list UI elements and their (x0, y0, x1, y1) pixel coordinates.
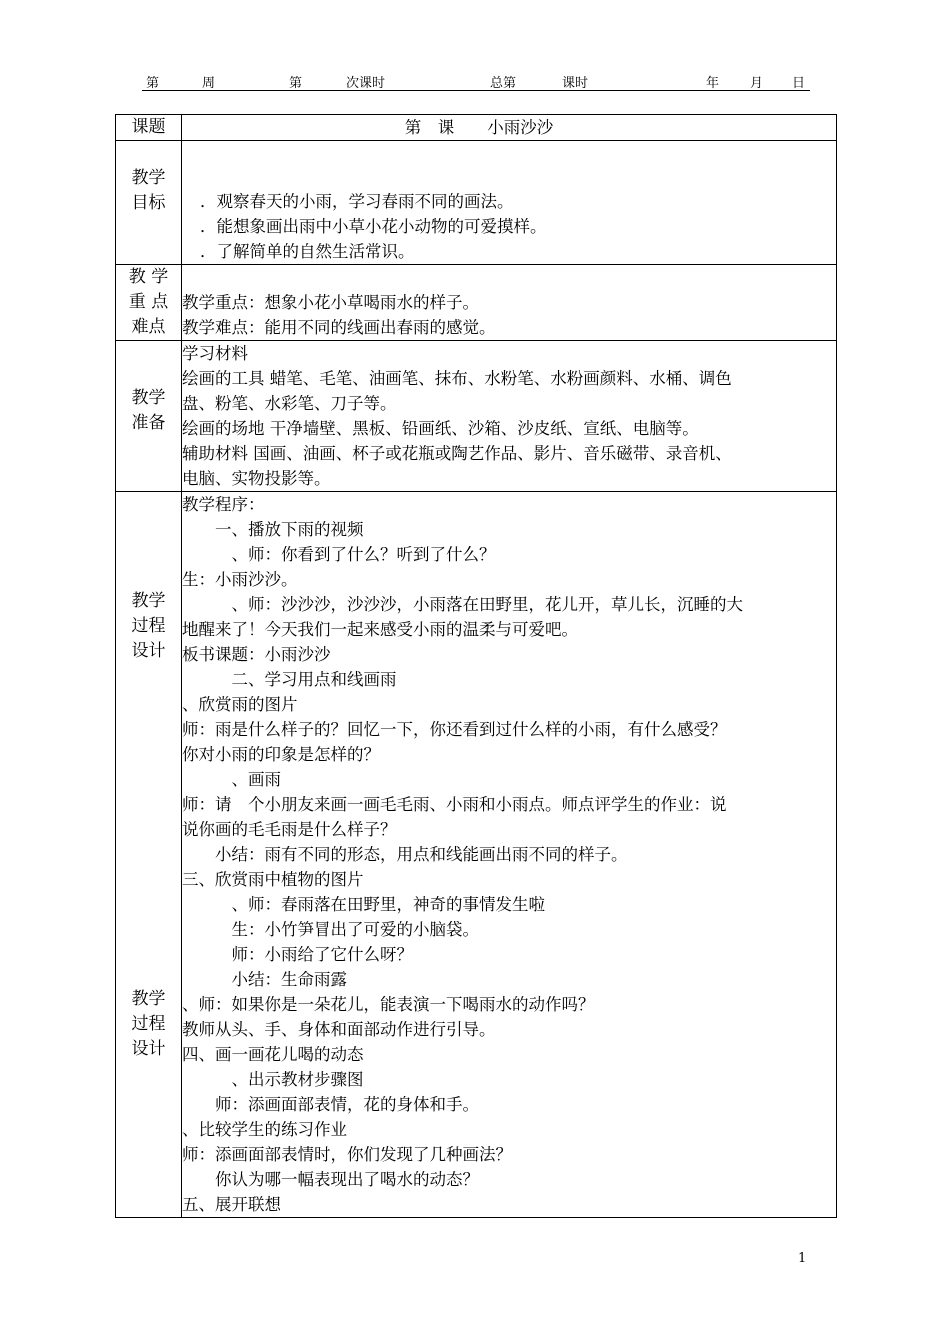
header-year: 年 (706, 76, 720, 91)
process-label-repeat-line-3: 设计 (131, 1039, 166, 1059)
process-line-2: 一、播放下雨的视频 (182, 520, 364, 539)
process-line-13: 师：请 个小朋友来画一画毛毛雨、小雨和小雨点。师点评学生的作业：说 (182, 795, 727, 814)
header-lesson-prefix: 第 (289, 76, 303, 91)
page-number: 1 (798, 1251, 807, 1266)
process-line-7: 板书课题：小雨沙沙 (182, 645, 331, 664)
process-label-cell (116, 492, 182, 1218)
process-line-12: 、画雨 (182, 770, 281, 789)
prep-line-4: 绘画的场地 干净墙壁、黑板、铅画纸、沙箱、沙皮纸、宣纸、电脑等。 (182, 419, 699, 438)
keypoints-label-line-1: 教 学 (128, 267, 169, 287)
row-topic (116, 115, 837, 141)
topic-value-cell (182, 115, 837, 141)
process-content-cell (182, 492, 837, 1218)
keypoints-label-line-3: 难点 (131, 317, 166, 337)
topic-label-cell (116, 115, 182, 141)
goals-label-line-2: 目标 (131, 193, 166, 213)
process-line-8: 二、学习用点和线画雨 (182, 670, 397, 689)
keypoint-focus: 教学重点：想象小花小草喝雨水的样子。 (182, 293, 479, 312)
prep-line-1: 学习材料 (182, 344, 248, 363)
process-line-4: 生：小雨沙沙。 (182, 570, 298, 589)
process-line-21: 、师：如果你是一朵花儿，能表演一下喝雨水的动作吗？ (182, 995, 595, 1014)
process-line-28: 你认为哪一幅表现出了喝水的动态？ (182, 1170, 479, 1189)
prep-line-2: 绘画的工具 蜡笔、毛笔、油画笔、抹布、水粉笔、水粉画颜料、水桶、调色 (182, 369, 732, 388)
prep-line-3: 盘、粉笔、水彩笔、刀子等。 (182, 394, 397, 413)
prep-label-line-2: 准备 (131, 413, 166, 433)
process-line-14: 说你画的毛毛雨是什么样子？ (182, 820, 397, 839)
process-line-22: 教师从头、手、身体和面部动作进行引导。 (182, 1020, 496, 1039)
process-line-1: 教学程序： (182, 495, 265, 514)
header-lesson-suffix: 次课时 (346, 76, 386, 91)
prep-label-cell (116, 341, 182, 492)
process-line-5: 、师：沙沙沙，沙沙沙，小雨落在田野里，花儿开，草儿长，沉睡的大 (182, 595, 743, 614)
process-line-25: 师：添画面部表情，花的身体和手。 (182, 1095, 479, 1114)
process-line-11: 你对小雨的印象是怎样的？ (182, 745, 380, 764)
keypoints-label-cell (116, 265, 182, 341)
process-line-6: 地醒来了！今天我们一起来感受小雨的温柔与可爱吧。 (182, 620, 578, 639)
process-line-26: 、比较学生的练习作业 (182, 1120, 347, 1139)
goals-label-cell (116, 141, 182, 265)
process-line-3: 、师：你看到了什么？听到了什么？ (182, 545, 496, 564)
process-line-9: 、欣赏雨的图片 (182, 695, 298, 714)
process-line-16: 三、欣赏雨中植物的图片 (182, 870, 364, 889)
process-line-29: 五、展开联想 (182, 1195, 281, 1214)
process-line-27: 师：添画面部表情时，你们发现了几种画法？ (182, 1145, 512, 1164)
process-label-repeat-line-2: 过程 (131, 1014, 166, 1034)
page-header (142, 70, 810, 91)
process-label-line-1: 教学 (131, 591, 166, 611)
process-line-24: 、出示教材步骤图 (182, 1070, 364, 1089)
prep-label-line-1: 教学 (131, 388, 166, 408)
process-line-15: 小结：雨有不同的形态，用点和线能画出雨不同的样子。 (182, 845, 628, 864)
header-total-prefix: 总第 (490, 76, 517, 91)
header-total-suffix: 课时 (562, 76, 589, 91)
header-month: 月 (750, 76, 764, 91)
process-line-17: 、师：春雨落在田野里，神奇的事情发生啦 (182, 895, 545, 914)
row-keypoints (116, 265, 837, 341)
prep-line-5: 辅助材料 国画、油画、杯子或花瓶或陶艺作品、影片、音乐磁带、录音机、 (182, 444, 732, 463)
process-line-19: 师：小雨给了它什么呀？ (182, 945, 413, 964)
process-line-23: 四、画一画花儿喝的动态 (182, 1045, 364, 1064)
lesson-title: 第 课 小雨沙沙 (404, 118, 554, 137)
topic-label: 课题 (131, 117, 166, 137)
keypoint-difficulty: 教学难点：能用不同的线画出春雨的感觉。 (182, 318, 496, 337)
row-preparation (116, 341, 837, 492)
goal-item-2: ．能想象画出雨中小草小花小动物的可爱摸样。 (200, 217, 547, 236)
lesson-plan-table (115, 114, 837, 1218)
goal-item-3: ．了解简单的自然生活常识。 (200, 242, 415, 261)
process-label-repeat-line-1: 教学 (131, 989, 166, 1009)
row-process (116, 492, 837, 1218)
header-day: 日 (792, 76, 806, 91)
header-week-suffix: 周 (202, 76, 216, 91)
keypoints-label-line-2: 重 点 (128, 292, 169, 312)
process-line-10: 师：雨是什么样子的？回忆一下，你还看到过什么样的小雨，有什么感受？ (182, 720, 727, 739)
process-line-18: 生：小竹笋冒出了可爱的小脑袋。 (182, 920, 479, 939)
goals-content-cell (182, 141, 837, 265)
process-label-line-3: 设计 (131, 641, 166, 661)
header-week-prefix: 第 (146, 76, 160, 91)
prep-content-cell (182, 341, 837, 492)
prep-line-6: 电脑、实物投影等。 (182, 469, 331, 488)
goal-item-1: ．观察春天的小雨，学习春雨不同的画法。 (200, 192, 514, 211)
process-label-line-2: 过程 (131, 616, 166, 636)
process-line-20: 小结：生命雨露 (182, 970, 347, 989)
goals-label-line-1: 教学 (131, 168, 166, 188)
row-goals (116, 141, 837, 265)
keypoints-content-cell (182, 265, 837, 341)
